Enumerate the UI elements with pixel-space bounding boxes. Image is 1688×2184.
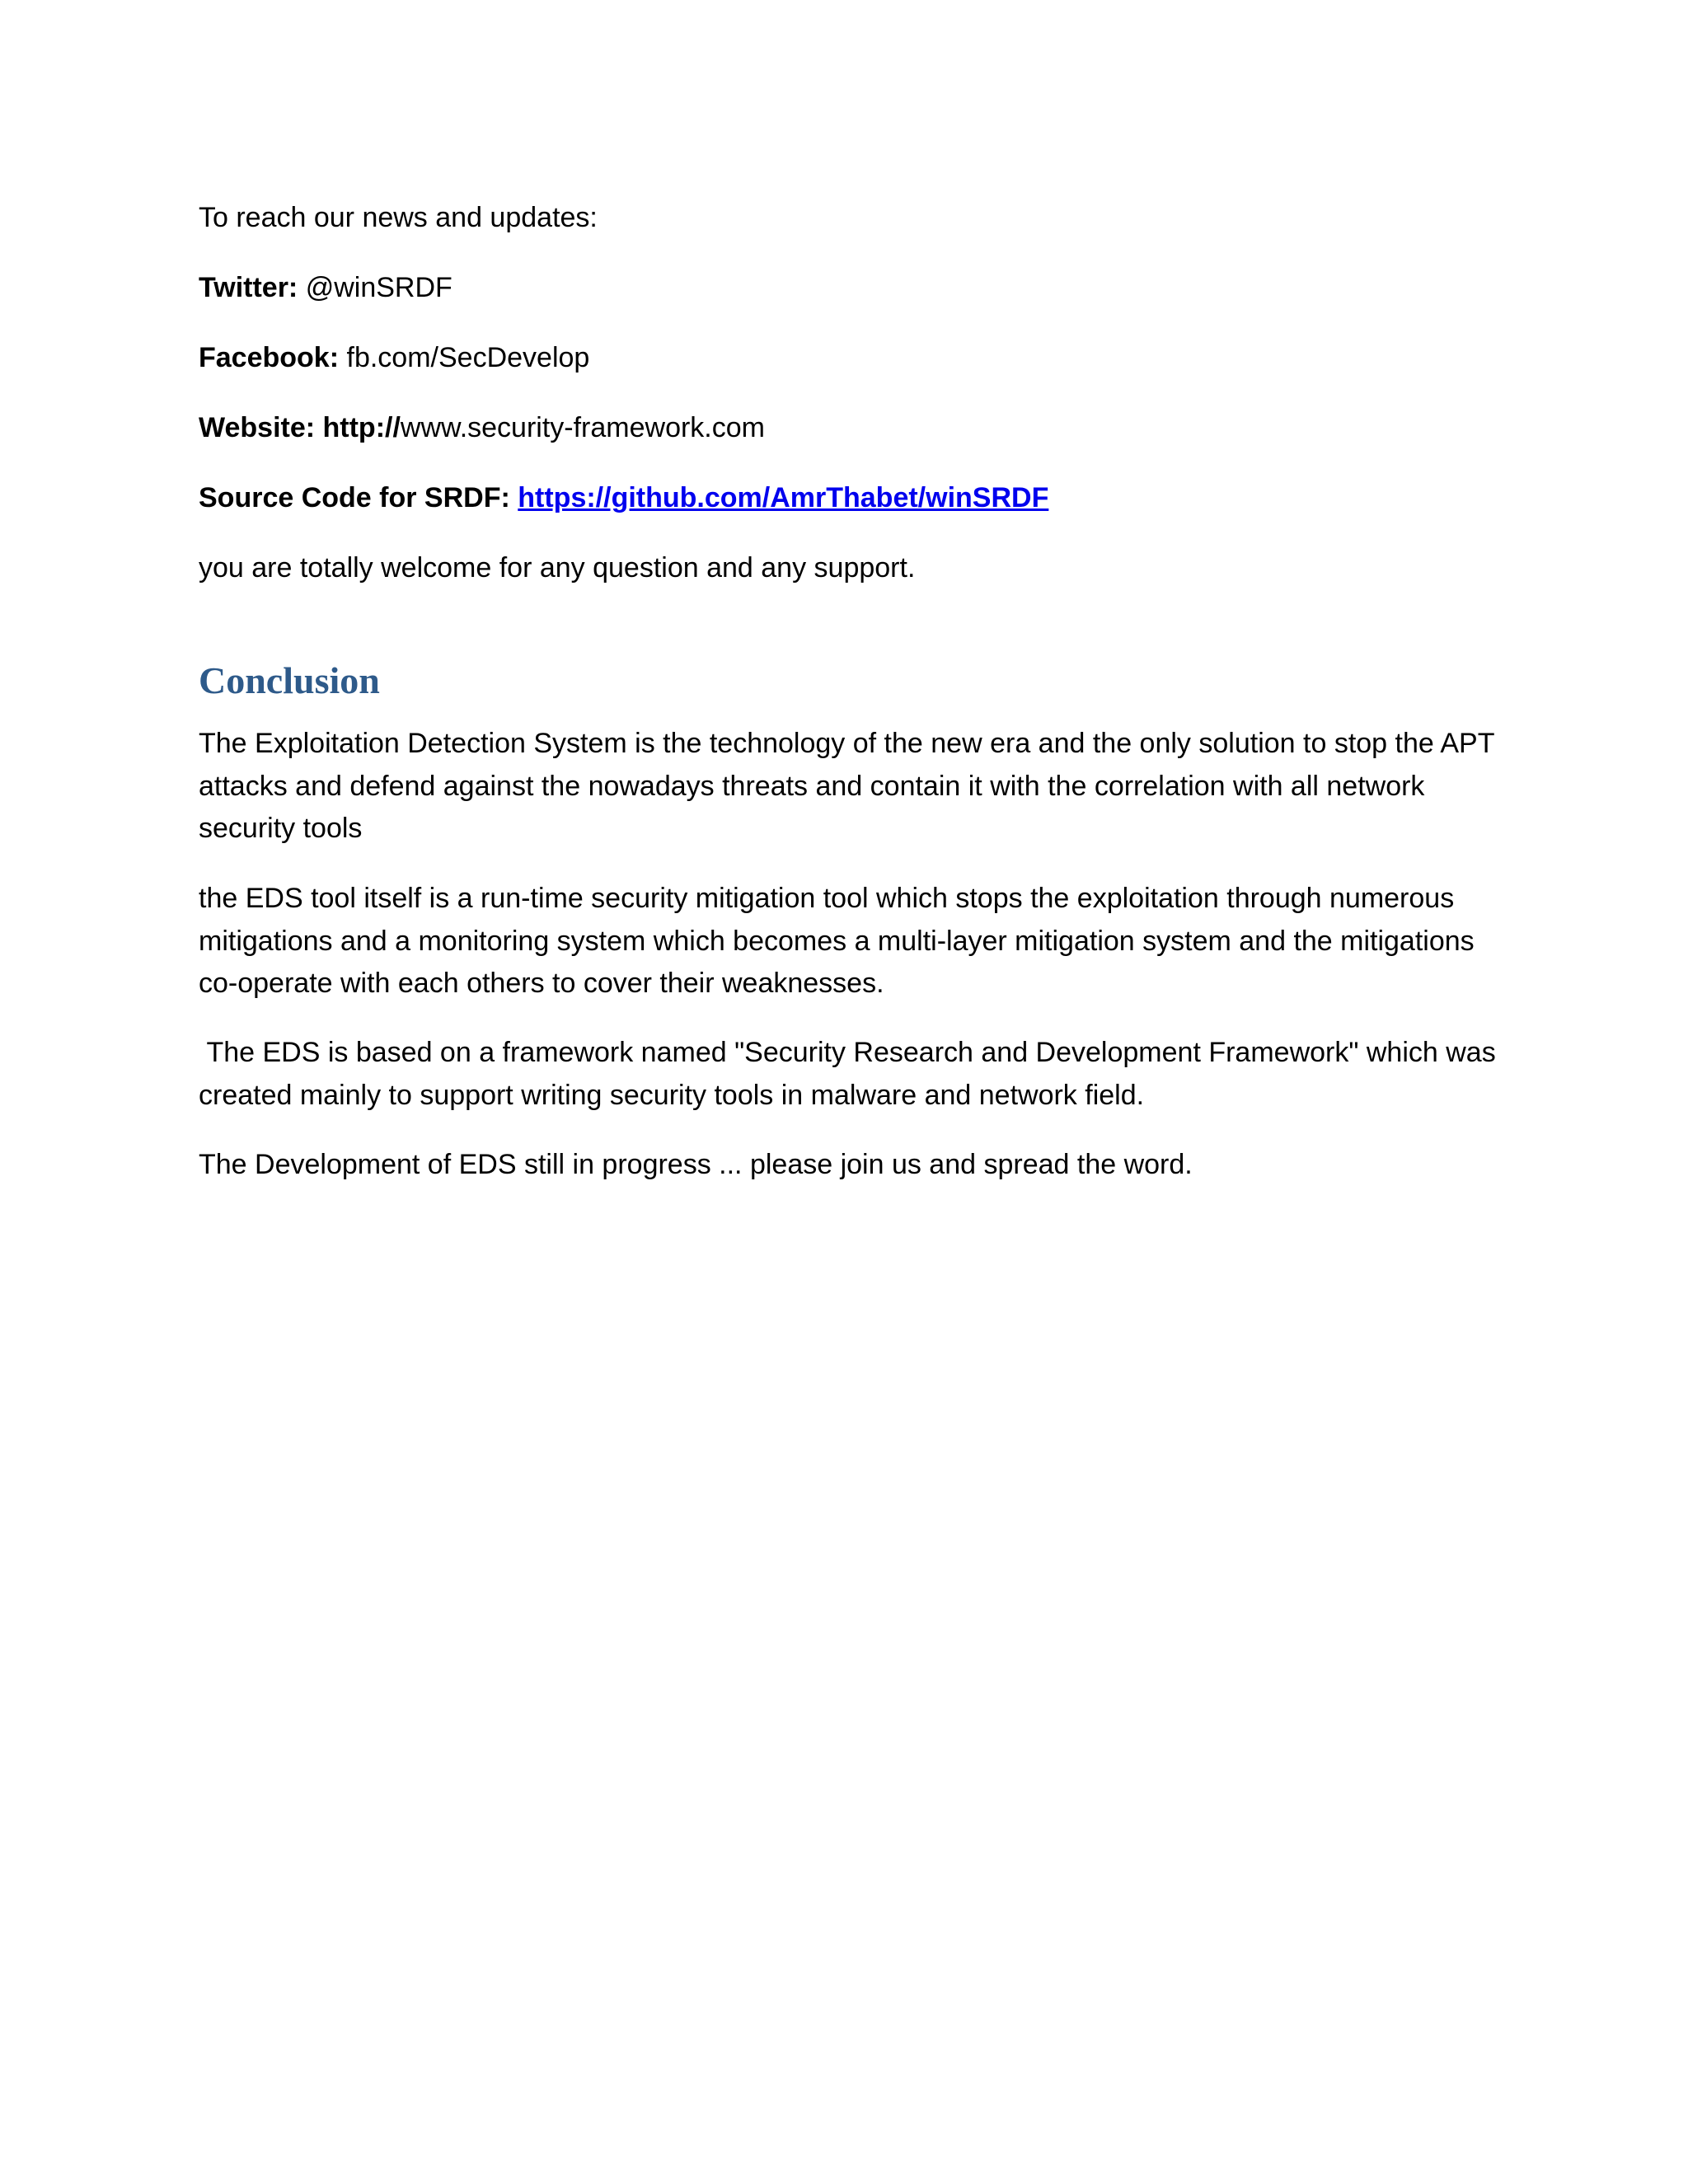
website-line — [199, 406, 765, 449]
welcome-line: you are totally welcome for any question and any support. — [199, 552, 916, 583]
twitter-label: Twitter: — [199, 272, 298, 303]
conclusion-heading: Conclusion — [199, 659, 380, 701]
source-code-link[interactable]: https://github.com/AmrThabet/winSRDF — [518, 482, 1049, 513]
facebook-line — [199, 336, 589, 379]
website-label: Website: http:// — [199, 412, 401, 443]
twitter-handle: @winSRDF — [305, 272, 452, 303]
website-value: www.security-framework.com — [400, 412, 765, 443]
twitter-line — [199, 266, 452, 309]
facebook-value: fb.com/SecDevelop — [346, 342, 590, 373]
source-code-label: Source Code for SRDF: — [199, 482, 510, 513]
facebook-label: Facebook: — [199, 342, 340, 373]
conclusion-paragraph-4: The Development of EDS still in progress ... please join us and spread the word. — [199, 1149, 1193, 1180]
contact-intro: To reach our news and updates: — [199, 202, 598, 233]
source-code-line — [199, 476, 1048, 519]
conclusion-paragraph-2: the EDS tool itself is a run-time security mitigation tool which stops the exploitation through numerous mitigations and a monitoring system which becomes a multi-layer mitigation system and the mitigations co-operate with each others to cover their weaknesses. — [199, 883, 1475, 999]
conclusion-paragraph-1: The Exploitation Detection System is the technology of the new era and the only solution to stop the APT attacks and defend against the nowadays threats and contain it with the correlation with all network security tools — [199, 728, 1494, 844]
conclusion-paragraph-3: The EDS is based on a framework named "Security Research and Development Framework" which was created mainly to support writing security tools in malware and network field. — [199, 1037, 1504, 1111]
